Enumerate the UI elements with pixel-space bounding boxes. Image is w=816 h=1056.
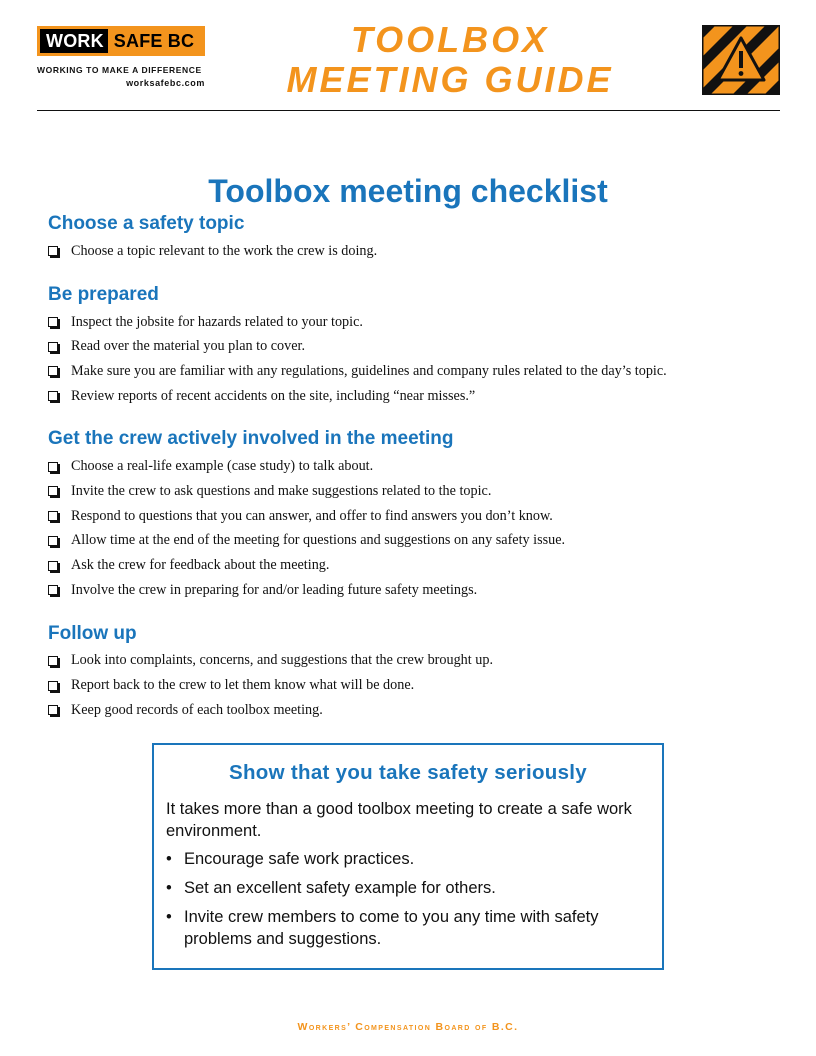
section-follow-up xyxy=(48,621,788,723)
checklist-item-text: Review reports of recent accidents on the site, including “near misses.” xyxy=(71,387,476,404)
checkbox[interactable] xyxy=(48,246,58,256)
callout-bullet-item xyxy=(166,877,650,899)
checkbox[interactable] xyxy=(48,462,58,472)
checklist-item[interactable] xyxy=(48,649,788,674)
worksafebc-logo xyxy=(37,26,205,88)
section-heading: Be prepared xyxy=(48,283,159,305)
checkbox[interactable] xyxy=(48,561,58,571)
logo-url: worksafebc.com xyxy=(126,78,205,88)
page-title: Toolbox meeting checklist xyxy=(208,173,608,210)
checklist-item-text: Involve the crew in preparing for and/or leading future safety meetings. xyxy=(71,581,478,598)
checklist-item-text: Allow time at the end of the meeting for questions and suggestions on any safety issue. xyxy=(71,532,566,549)
header-divider xyxy=(37,110,780,111)
checklist-item-text: Inspect the jobsite for hazards related to your topic. xyxy=(71,313,363,330)
logo-safe-bc-text: SAFE BC xyxy=(113,31,195,51)
logo-tagline: WORKING TO MAKE A DIFFERENCE xyxy=(37,65,202,75)
checkbox[interactable] xyxy=(48,585,58,595)
hazard-warning-icon xyxy=(702,25,780,95)
callout-bullet-item xyxy=(166,906,650,950)
checklist-item[interactable] xyxy=(48,529,788,554)
callout-bullet-text: Set an excellent safety example for others. xyxy=(184,879,496,897)
checklist-item[interactable] xyxy=(48,454,788,479)
checkbox[interactable] xyxy=(48,391,58,401)
guide-title-line-1: TOOLBOX xyxy=(350,19,550,60)
guide-title-line-2: MEETING GUIDE xyxy=(286,59,614,100)
section-heading: Choose a safety topic xyxy=(48,213,245,234)
checkbox[interactable] xyxy=(48,486,58,496)
checkbox[interactable] xyxy=(48,317,58,327)
checklist xyxy=(48,211,788,741)
logo-wordmark xyxy=(37,26,205,56)
callout-bullet-list xyxy=(166,848,650,950)
checkbox[interactable] xyxy=(48,342,58,352)
checkbox[interactable] xyxy=(48,511,58,521)
checklist-item[interactable] xyxy=(48,479,788,504)
checklist-item-text: Report back to the crew to let them know what will be done. xyxy=(71,677,415,694)
callout-bullet-item xyxy=(166,848,650,870)
bullet-icon: • xyxy=(166,879,172,897)
section-crew-involved xyxy=(48,426,788,602)
bullet-icon: • xyxy=(166,850,172,868)
section-heading: Follow up xyxy=(48,622,137,644)
logo-work-text: WORK xyxy=(40,29,108,53)
checklist-item-text: Choose a topic relevant to the work the crew is doing. xyxy=(71,242,378,259)
checkbox[interactable] xyxy=(48,536,58,546)
checklist-item[interactable] xyxy=(48,578,788,603)
checklist-item[interactable] xyxy=(48,334,788,359)
checklist-item[interactable] xyxy=(48,239,788,264)
callout-heading: Show that you take safety seriously xyxy=(229,761,587,784)
guide-title xyxy=(250,20,650,100)
checklist-item[interactable] xyxy=(48,673,788,698)
checklist-item[interactable] xyxy=(48,504,788,529)
bullet-icon: • xyxy=(166,908,172,926)
footer-organization: Workers’ Compensation Board of B.C. xyxy=(297,1021,519,1033)
section-heading: Get the crew actively involved in the meeting xyxy=(48,428,454,450)
safety-callout-box xyxy=(152,743,664,970)
callout-bullet-text: Encourage safe work practices. xyxy=(184,850,415,868)
checklist-item-text: Read over the material you plan to cover. xyxy=(71,338,306,355)
section-choose-topic xyxy=(48,211,788,264)
checkbox[interactable] xyxy=(48,681,58,691)
checklist-item-text: Ask the crew for feedback about the meeting. xyxy=(71,557,330,574)
checklist-item[interactable] xyxy=(48,553,788,578)
checklist-item[interactable] xyxy=(48,384,788,409)
checkbox[interactable] xyxy=(48,366,58,376)
callout-bullet-text: Invite crew members to come to you any time with safety problems and suggestions. xyxy=(184,908,599,948)
checklist-item-text: Make sure you are familiar with any regulations, guidelines and company rules related to the day’s topic. xyxy=(71,362,667,379)
checklist-item[interactable] xyxy=(48,310,788,335)
checklist-item[interactable] xyxy=(48,698,788,723)
checkbox[interactable] xyxy=(48,656,58,666)
checklist-item-text: Choose a real-life example (case study) to talk about. xyxy=(71,458,374,475)
checklist-item-text: Keep good records of each toolbox meeting. xyxy=(71,701,323,718)
checklist-item[interactable] xyxy=(48,359,788,384)
callout-intro: It takes more than a good toolbox meeting to create a safe work environment. xyxy=(166,800,632,840)
checklist-item-text: Look into complaints, concerns, and suggestions that the crew brought up. xyxy=(71,652,493,669)
checkbox[interactable] xyxy=(48,705,58,715)
checklist-item-text: Respond to questions that you can answer, and offer to find answers you don’t know. xyxy=(71,507,553,524)
section-be-prepared xyxy=(48,282,788,409)
checklist-item-text: Invite the crew to ask questions and make suggestions related to the topic. xyxy=(71,482,492,499)
